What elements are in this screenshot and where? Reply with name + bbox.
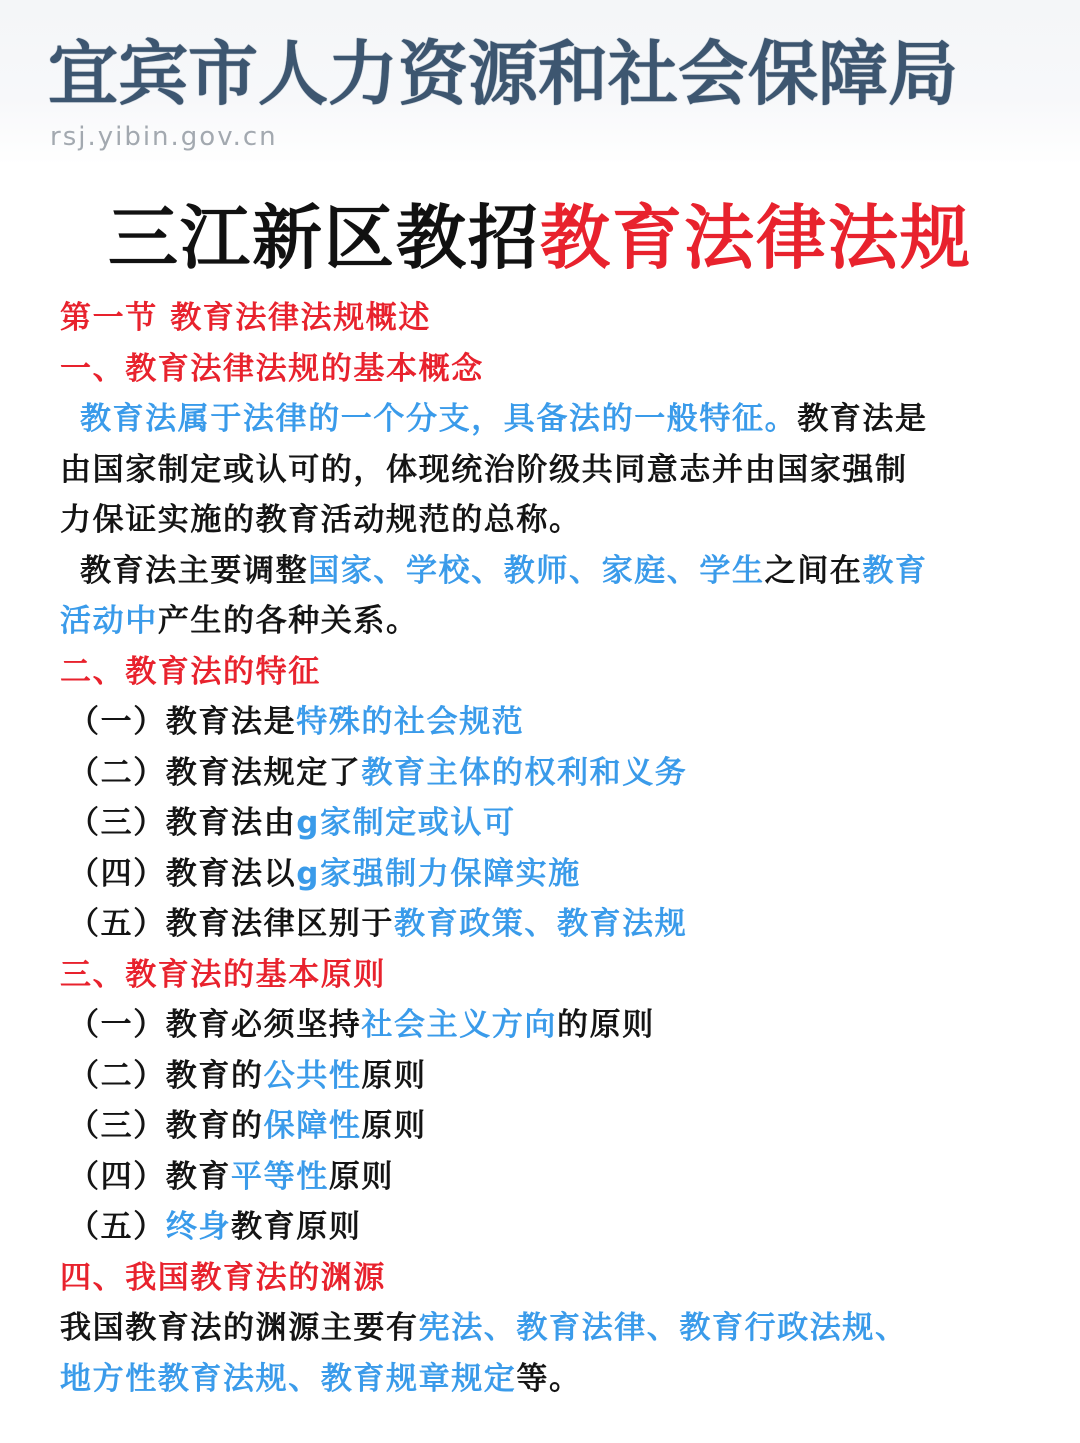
list-item [60, 849, 1030, 900]
list-item [60, 1051, 1030, 1102]
body-text: 教育法是 [797, 401, 928, 437]
highlight-text: 地方性教育法规、教育规章规定 [60, 1360, 517, 1397]
item-suffix: 原则 [361, 1057, 427, 1094]
part1-heading: 一、教育法律法规的基本概念 [60, 350, 484, 387]
part1-paragraph2-line2 [60, 596, 1030, 647]
body-text: 之间在 [764, 552, 863, 589]
item-prefix: （四）教育法以 [68, 855, 297, 892]
section-heading: 第一节 教育法律法规概述 [60, 300, 431, 336]
part1-paragraph1-line1 [60, 394, 1030, 445]
item-prefix: （五）教育法律区别于 [68, 906, 394, 942]
item-highlight: g家制定或认可 [296, 805, 516, 841]
item-suffix: 教育原则 [231, 1209, 362, 1245]
item-highlight: 公共性 [263, 1057, 362, 1094]
part4-line1 [60, 1303, 1030, 1354]
highlight-text: 教育法属于法律的一个分支，具备法的一般特征。 [80, 401, 798, 437]
item-prefix: （五） [68, 1209, 166, 1245]
list-item [60, 1101, 1030, 1152]
part4-line2 [60, 1354, 1030, 1405]
list-item [60, 798, 1030, 849]
article-body [60, 293, 1030, 1404]
part1-paragraph2-line1 [60, 546, 1030, 597]
item-highlight: g家强制力保障实施 [296, 855, 581, 892]
body-text: 我国教育法的渊源主要有 [60, 1310, 419, 1346]
item-highlight: 社会主义方向 [361, 1007, 558, 1043]
item-highlight: 终身 [165, 1209, 232, 1245]
list-item [60, 899, 1030, 950]
site-url: rsj.yibin.gov.cn [50, 122, 278, 152]
list-item [60, 1152, 1030, 1203]
part3-heading: 三、教育法的基本原则 [60, 956, 386, 993]
item-prefix: （二）教育法规定了 [68, 754, 362, 791]
title-red: 教育法律法规 [540, 197, 972, 279]
highlight-text: 活动中 [60, 603, 158, 639]
item-prefix: （四）教育 [68, 1158, 231, 1195]
site-name: 宜宾市人力资源和社会保障局 [48, 33, 958, 115]
list-item [60, 748, 1030, 799]
highlight-text: 教育 [862, 552, 928, 589]
body-text: 产生的各种关系。 [157, 603, 419, 639]
part1-paragraph1-line3: 力保证实施的教育活动规范的总称。 [60, 502, 582, 538]
part4-heading: 四、我国教育法的渊源 [60, 1259, 386, 1296]
item-highlight: 教育主体的权利和义务 [361, 754, 688, 791]
item-suffix: 的原则 [557, 1007, 655, 1043]
item-suffix: 原则 [328, 1158, 395, 1195]
item-highlight: 特殊的社会规范 [296, 704, 525, 740]
body-text: 教育法主要调整 [80, 552, 309, 589]
body-text: 等。 [516, 1360, 582, 1397]
item-prefix: （三）教育法由 [68, 805, 297, 841]
item-highlight: 保障性 [263, 1108, 362, 1144]
item-prefix: （二）教育的 [68, 1057, 264, 1094]
part2-heading: 二、教育法的特征 [60, 653, 321, 690]
page-title [0, 182, 1080, 283]
item-prefix: （一）教育必须坚持 [68, 1007, 362, 1043]
title-black: 三江新区教招 [108, 197, 540, 279]
part1-paragraph1-line2: 由国家制定或认可的，体现统治阶级共同意志并由国家强制 [60, 451, 908, 488]
highlight-text: 国家、学校、教师、家庭、学生 [308, 552, 765, 589]
highlight-text: 宪法、教育法律、教育行政法规、 [418, 1310, 908, 1346]
item-prefix: （一）教育法是 [68, 704, 297, 740]
list-item [60, 1000, 1030, 1051]
item-highlight: 教育政策、教育法规 [394, 906, 688, 942]
item-prefix: （三）教育的 [68, 1108, 264, 1144]
list-item [60, 697, 1030, 748]
list-item [60, 1202, 1030, 1253]
item-highlight: 平等性 [231, 1158, 329, 1195]
item-suffix: 原则 [361, 1108, 427, 1144]
site-header [0, 0, 1080, 165]
